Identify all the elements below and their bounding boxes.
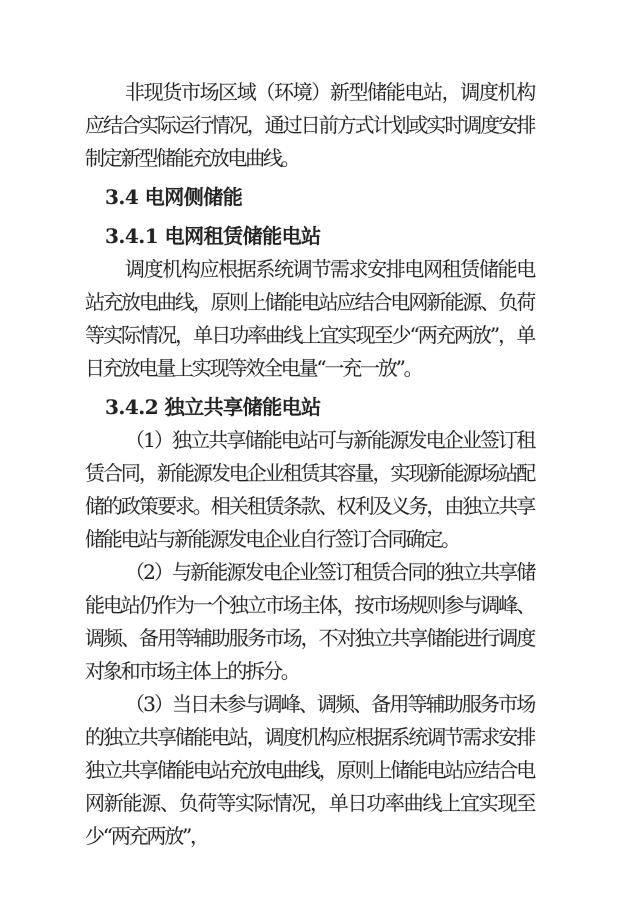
section-heading-3-4-2: 3.4.2 独立共享储能电站 — [105, 395, 321, 419]
section-heading-3-4-1: 3.4.1 电网租赁储能电站 — [105, 224, 321, 248]
section-heading-3-4: 3.4 电网侧储能 — [105, 185, 243, 209]
paragraph-grid-leased-storage: 调度机构应根据系统调节需求安排电网租赁储能电站充放电曲线，原则上储能电站应结合电网新能源、负荷等实际情况，单日功率曲线上宜实现至少“两充两放”，单日充放电量上实现等效全电量“一充一放”。 — [85, 257, 534, 380]
paragraph-item-2: （2）与新能源发电企业签订租赁合同的独立共享储能电站仍作为一个独立市场主体，按市场规则参与调峰、调频、备用等辅助服务市场，不对独立共享储能进行调度对象和市场主体上的拆分。 — [85, 560, 534, 683]
paragraph-item-1: （1）独立共享储能电站可与新能源发电企业签订租赁合同，新能源发电企业租赁其容量，实现新能源场站配储的政策要求。相关租赁条款、权利及义务，由独立共享储能电站与新能源发电企业自行签订合同确定。 — [85, 428, 534, 551]
paragraph-non-spot-market: 非现货市场区域（环境）新型储能电站，调度机构应结合实际运行情况，通过日前方式计划或实时调度安排制定新型储能充放电曲线。 — [85, 80, 534, 170]
paragraph-item-3: （3）当日未参与调峰、调频、备用等辅助服务市场的独立共享储能电站，调度机构应根据系统调节需求安排独立共享储能电站充放电曲线，原则上储能电站应结合电网新能源、负荷等实际情况，单日功率曲线上宜实现至少“两充两放”， — [85, 692, 534, 848]
